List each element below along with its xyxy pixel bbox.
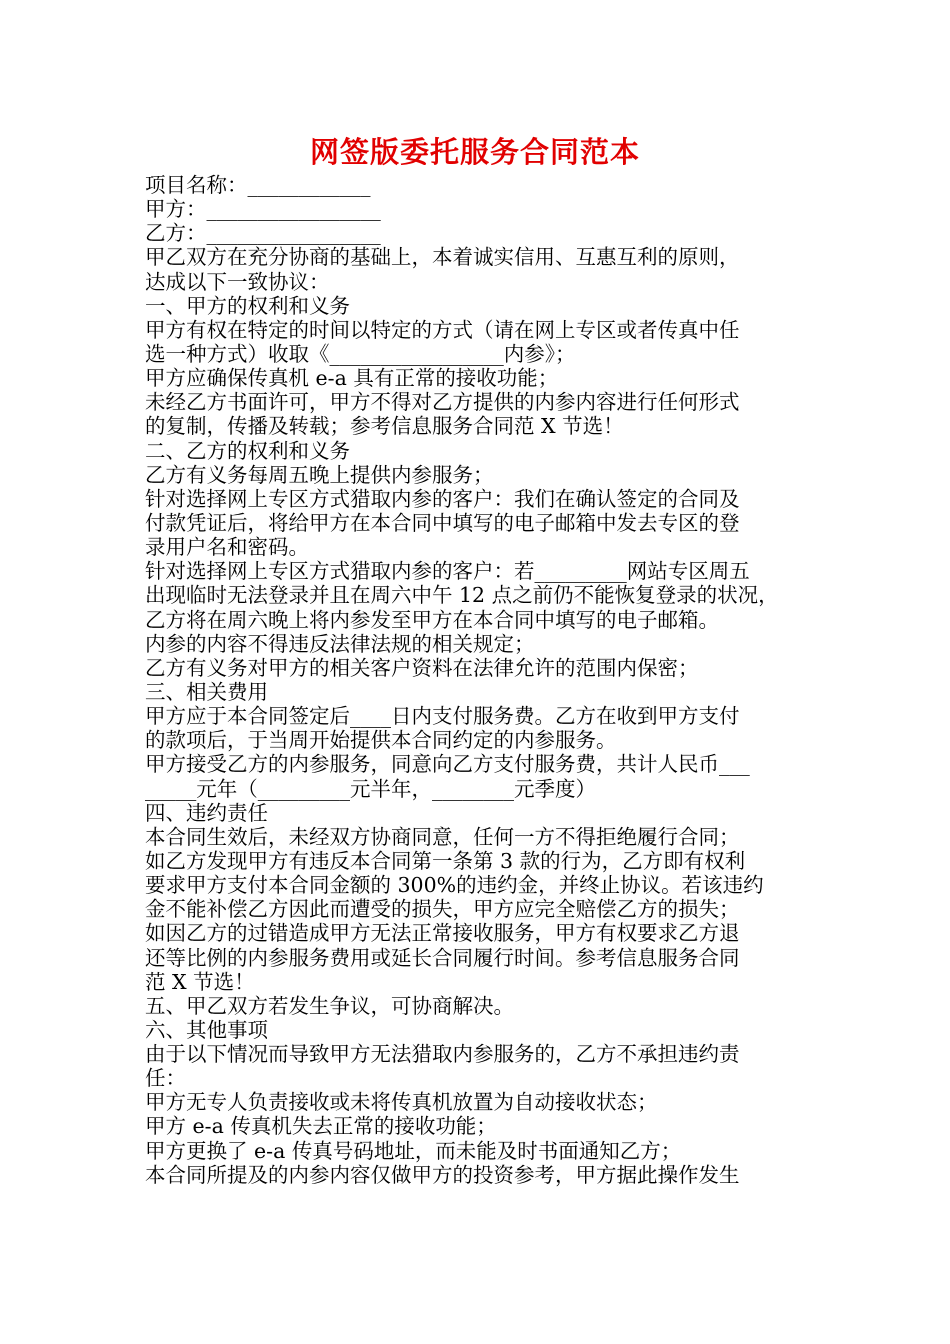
body-line: 一、甲方的权利和义务 bbox=[145, 293, 350, 318]
body-line: 针对选择网上专区方式猎取内参的客户：我们在确认签定的合同及 bbox=[145, 486, 740, 511]
body-line: 内参的内容不得违反法律法规的相关规定； bbox=[145, 631, 535, 656]
body-line: 选一种方式）收取《_________________内参》； bbox=[145, 341, 576, 366]
body-line: 甲方有权在特定的时间以特定的方式（请在网上专区或者传真中任 bbox=[145, 317, 740, 342]
body-line: 的款项后，于当周开始提供本合同约定的内参服务。 bbox=[145, 728, 617, 753]
body-line: 乙方：_________________ bbox=[145, 221, 381, 246]
body-line: 要求甲方支付本合同金额的 300%的违约金，并终止协议。若该违约 bbox=[145, 873, 764, 898]
body-line: 六、其他事项 bbox=[145, 1017, 268, 1042]
body-line: 三、相关费用 bbox=[145, 679, 268, 704]
body-line: 项目名称：____________ bbox=[145, 173, 371, 197]
body-line: 针对选择网上专区方式猎取内参的客户：若_________网站专区周五 bbox=[145, 559, 750, 584]
body-line: 乙方将在周六晚上将内参发至甲方在本合同中填写的电子邮箱。 bbox=[145, 607, 719, 632]
body-line: 范 X 节选！ bbox=[145, 969, 255, 994]
body-line: 乙方有义务每周五晚上提供内参服务； bbox=[145, 462, 494, 487]
body-line: 甲方接受乙方的内参服务，同意向乙方支付服务费，共计人民币___ bbox=[145, 752, 750, 777]
body-line: 达成以下一致协议： bbox=[145, 269, 330, 294]
body-line: 四、违约责任 bbox=[145, 800, 268, 825]
body-line: 本合同所提及的内参内容仅做甲方的投资参考，甲方据此操作发生 bbox=[145, 1162, 740, 1187]
body-line: 本合同生效后，未经双方协商同意，任何一方不得拒绝履行合同； bbox=[145, 824, 740, 849]
body-line: 甲方：_________________ bbox=[145, 197, 381, 222]
body-line: 出现临时无法登录并且在周六中午 12 点之前仍不能恢复登录的状况， bbox=[145, 583, 779, 608]
body-line: 甲乙双方在充分协商的基础上，本着诚实信用、互惠互利的原则， bbox=[145, 245, 740, 270]
body-line: 还等比例的内参服务费用或延长合同履行时间。参考信息服务合同 bbox=[145, 945, 740, 970]
body-line: 五、甲乙双方若发生争议，可协商解决。 bbox=[145, 993, 514, 1018]
body-line: 金不能补偿乙方因此而遭受的损失，甲方应完全赔偿乙方的损失； bbox=[145, 897, 740, 922]
body-line: 甲方应确保传真机 e-a 具有正常的接收功能； bbox=[145, 366, 559, 391]
body-line: 如因乙方的过错造成甲方无法正常接收服务，甲方有权要求乙方退 bbox=[145, 921, 740, 946]
body-line: 未经乙方书面许可，甲方不得对乙方提供的内参内容进行任何形式 bbox=[145, 390, 740, 415]
body-line: _____元年（_________元半年，________元季度） bbox=[145, 776, 596, 801]
body-line: 如乙方发现甲方有违反本合同第一条第 3 款的行为，乙方即有权利 bbox=[145, 848, 746, 873]
body-line: 甲方 e-a 传真机失去正常的接收功能； bbox=[145, 1114, 497, 1139]
body-line: 二、乙方的权利和义务 bbox=[145, 438, 350, 463]
body-line: 录用户名和密码。 bbox=[145, 535, 309, 560]
body-line: 付款凭证后，将给甲方在本合同中填写的电子邮箱中发去专区的登 bbox=[145, 510, 740, 535]
body-line: 甲方更换了 e-a 传真号码地址，而未能及时书面通知乙方； bbox=[145, 1138, 682, 1163]
document-title: 网签版委托服务合同范本 bbox=[309, 135, 640, 169]
body-line: 甲方无专人负责接收或未将传真机放置为自动接收状态； bbox=[145, 1090, 658, 1115]
body-line: 任： bbox=[145, 1066, 186, 1091]
body-line: 乙方有义务对甲方的相关客户资料在法律允许的范围内保密； bbox=[145, 655, 699, 680]
document-body bbox=[145, 173, 815, 1187]
body-line: 的复制，传播及转载；参考信息服务合同范 X 节选！ bbox=[145, 414, 624, 439]
body-line: 甲方应于本合同签定后____日内支付服务费。乙方在收到甲方支付 bbox=[145, 704, 740, 729]
body-line: 由于以下情况而导致甲方无法猎取内参服务的，乙方不承担违约责 bbox=[145, 1042, 740, 1067]
